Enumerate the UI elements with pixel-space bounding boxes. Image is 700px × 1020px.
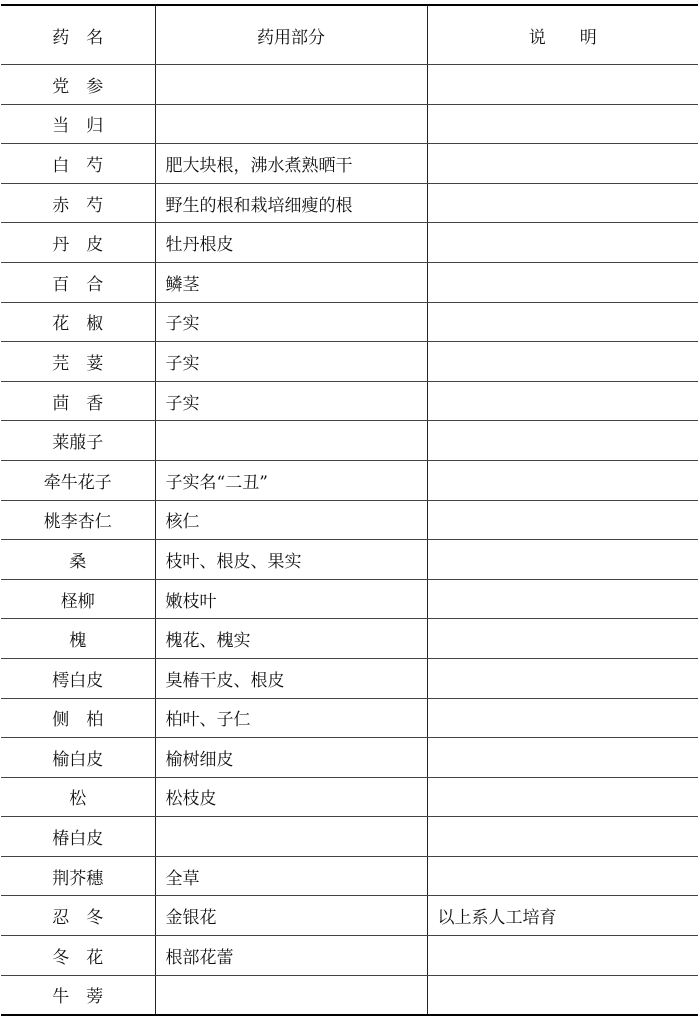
table-row — [1, 936, 698, 976]
drug-name-cell: 丹 皮 — [1, 223, 155, 263]
drug-name-cell: 茴 香 — [1, 381, 155, 421]
drug-name-cell: 花 椒 — [1, 302, 155, 342]
drug-name-cell: 荆芥穗 — [1, 856, 155, 896]
medicinal-part-cell — [155, 104, 427, 144]
drug-name-cell: 忍 冬 — [1, 896, 155, 936]
description-cell — [427, 104, 698, 144]
medicinal-part-cell — [155, 65, 427, 105]
medicinal-part-cell — [155, 975, 427, 1015]
medicinal-part-cell: 金银花 — [155, 896, 427, 936]
table-header — [1, 5, 698, 65]
herb-table — [1, 4, 698, 1016]
table-row — [1, 144, 698, 184]
drug-name-cell: 牛 蒡 — [1, 975, 155, 1015]
table-row — [1, 302, 698, 342]
description-cell — [427, 144, 698, 184]
medicinal-part-cell: 野生的根和栽培细瘦的根 — [155, 183, 427, 223]
description-cell — [427, 619, 698, 659]
table-body — [1, 65, 698, 1016]
medicinal-part-cell — [155, 817, 427, 857]
medicinal-part-cell: 柏叶、子仁 — [155, 698, 427, 738]
medicinal-part-cell: 嫩枝叶 — [155, 579, 427, 619]
medicinal-part-cell: 榆树细皮 — [155, 738, 427, 778]
drug-name-cell: 莱菔子 — [1, 421, 155, 461]
table-row — [1, 223, 698, 263]
description-cell — [427, 777, 698, 817]
herb-table-container — [1, 4, 698, 1016]
drug-name-cell: 赤 芍 — [1, 183, 155, 223]
description-cell — [427, 65, 698, 105]
drug-name-cell: 牵牛花子 — [1, 460, 155, 500]
header-row — [1, 5, 698, 65]
drug-name-cell: 松 — [1, 777, 155, 817]
table-row — [1, 65, 698, 105]
medicinal-part-cell: 牡丹根皮 — [155, 223, 427, 263]
table-row — [1, 381, 698, 421]
medicinal-part-cell: 枝叶、根皮、果实 — [155, 540, 427, 580]
medicinal-part-cell: 全草 — [155, 856, 427, 896]
description-cell — [427, 460, 698, 500]
medicinal-part-cell: 子实 — [155, 342, 427, 382]
medicinal-part-cell: 鳞茎 — [155, 262, 427, 302]
table-row — [1, 738, 698, 778]
description-cell — [427, 500, 698, 540]
table-row — [1, 262, 698, 302]
description-cell — [427, 579, 698, 619]
table-row — [1, 104, 698, 144]
drug-name-cell: 芫 荽 — [1, 342, 155, 382]
drug-name-cell: 党 参 — [1, 65, 155, 105]
drug-name-cell: 当 归 — [1, 104, 155, 144]
description-cell — [427, 421, 698, 461]
description-cell — [427, 302, 698, 342]
drug-name-cell: 白 芍 — [1, 144, 155, 184]
drug-name-cell: 桑 — [1, 540, 155, 580]
medicinal-part-cell: 臭椿干皮、根皮 — [155, 658, 427, 698]
description-cell — [427, 540, 698, 580]
medicinal-part-cell: 子实名“二丑” — [155, 460, 427, 500]
medicinal-part-cell: 肥大块根，沸水煮熟晒干 — [155, 144, 427, 184]
table-row — [1, 817, 698, 857]
medicinal-part-cell: 槐花、槐实 — [155, 619, 427, 659]
medicinal-part-cell: 子实 — [155, 302, 427, 342]
description-cell — [427, 817, 698, 857]
drug-name-cell: 樗白皮 — [1, 658, 155, 698]
table-row — [1, 421, 698, 461]
drug-name-cell: 柽柳 — [1, 579, 155, 619]
drug-name-cell: 百 合 — [1, 262, 155, 302]
description-cell — [427, 975, 698, 1015]
description-cell — [427, 856, 698, 896]
description-cell — [427, 658, 698, 698]
description-cell — [427, 738, 698, 778]
table-row — [1, 342, 698, 382]
table-row — [1, 777, 698, 817]
drug-name-cell: 椿白皮 — [1, 817, 155, 857]
description-cell — [427, 262, 698, 302]
table-row — [1, 500, 698, 540]
drug-name-cell: 桃李杏仁 — [1, 500, 155, 540]
drug-name-cell: 侧 柏 — [1, 698, 155, 738]
table-row — [1, 540, 698, 580]
description-cell — [427, 381, 698, 421]
description-cell: 以上系人工培育 — [427, 896, 698, 936]
drug-name-cell: 榆白皮 — [1, 738, 155, 778]
table-row — [1, 460, 698, 500]
table-row — [1, 579, 698, 619]
drug-name-cell: 冬 花 — [1, 936, 155, 976]
table-row — [1, 975, 698, 1015]
medicinal-part-cell: 子实 — [155, 381, 427, 421]
description-cell — [427, 342, 698, 382]
description-cell — [427, 936, 698, 976]
medicinal-part-cell — [155, 421, 427, 461]
table-row — [1, 698, 698, 738]
header-drug-name: 药 名 — [1, 5, 155, 65]
medicinal-part-cell: 核仁 — [155, 500, 427, 540]
description-cell — [427, 223, 698, 263]
table-row — [1, 658, 698, 698]
table-row — [1, 619, 698, 659]
description-cell — [427, 698, 698, 738]
header-description: 说 明 — [427, 5, 698, 65]
table-row — [1, 856, 698, 896]
medicinal-part-cell: 根部花蕾 — [155, 936, 427, 976]
description-cell — [427, 183, 698, 223]
drug-name-cell: 槐 — [1, 619, 155, 659]
header-medicinal-part: 药用部分 — [155, 5, 427, 65]
table-row — [1, 896, 698, 936]
medicinal-part-cell: 松枝皮 — [155, 777, 427, 817]
table-row — [1, 183, 698, 223]
